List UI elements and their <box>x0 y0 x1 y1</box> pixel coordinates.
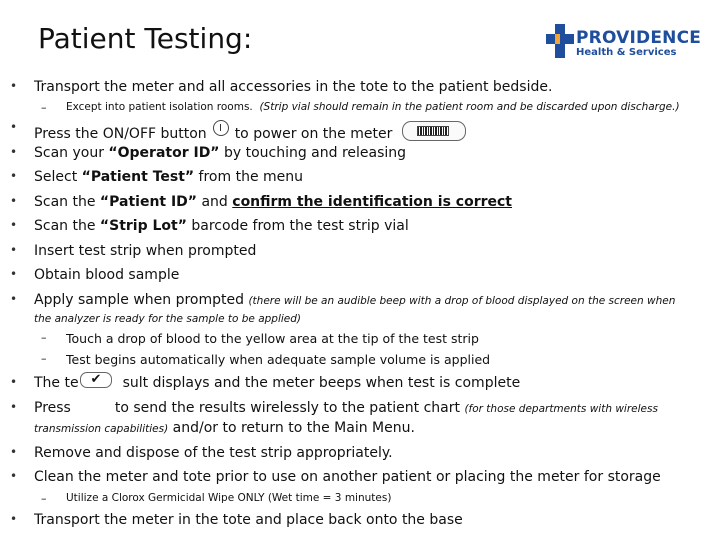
item-text: Remove and dispose of the test strip appropriately. <box>34 445 393 461</box>
bullet: • <box>10 218 18 232</box>
check-button-icon: ✔ <box>80 372 112 388</box>
item-text: Clean the meter and tote prior to use on another patient or placing the meter for storage <box>34 469 661 485</box>
item-text: Transport the meter and all accessories in the tote to the patient bedside. <box>34 79 553 95</box>
item-text: Apply sample when prompted (there will be an audible beep with a drop of blood displayed on the screen when <box>34 292 676 308</box>
bullet: • <box>10 194 18 208</box>
item-text: Transport the meter in the tote and place back onto the base <box>34 512 463 528</box>
bullet: • <box>10 292 18 306</box>
dash: – <box>41 331 47 344</box>
bullet: • <box>10 469 18 483</box>
bullet: • <box>10 120 18 134</box>
dash: – <box>41 101 47 114</box>
item-text: Press the ON/OFF button to power on the meter <box>34 120 466 142</box>
item-text: Insert test strip when prompted <box>34 243 257 259</box>
sub-item-text: Touch a drop of blood to the yellow area at the tip of the test strip <box>66 331 479 346</box>
bullet: • <box>10 79 18 93</box>
item-continuation: the analyzer is ready for the sample to be applied) <box>34 313 302 325</box>
item-text: Select “Patient Test” from the menu <box>34 169 304 185</box>
bullet: • <box>10 512 18 526</box>
item-text: Scan the “Strip Lot” barcode from the test strip vial <box>34 218 409 234</box>
item-text: Press to send the results wirelessly to the patient chart (for those departments with wireless <box>34 400 658 416</box>
power-icon <box>213 120 229 136</box>
bullet: • <box>10 445 18 459</box>
barcode-scanner-icon <box>402 121 466 141</box>
item-continuation: transmission capabilities) and/or to return to the Main Menu. <box>34 420 415 436</box>
page-title: Patient Testing: <box>38 22 253 55</box>
cross-icon <box>546 24 574 58</box>
sub-item-text: Utilize a Clorox Germicidal Wipe ONLY (Wet time = 3 minutes) <box>66 492 392 504</box>
item-text: Obtain blood sample <box>34 267 180 283</box>
item-text: Scan the “Patient ID” and confirm the identification is correct <box>34 194 512 210</box>
sub-item-text: Test begins automatically when adequate sample volume is applied <box>66 352 491 367</box>
logo-name: PROVIDENCE <box>576 28 702 48</box>
dash: – <box>41 352 47 365</box>
bullet: • <box>10 145 18 159</box>
item-text: Scan your “Operator ID” by touching and releasing <box>34 145 407 161</box>
sub-item-text: Except into patient isolation rooms. (Strip vial should remain in the patient room and be discarded upon discharge.) <box>66 101 680 113</box>
bullet: • <box>10 243 18 257</box>
item-text: The te sult displays and the meter beeps when test is complete <box>34 375 521 391</box>
bullet: • <box>10 375 18 389</box>
bullet: • <box>10 169 18 183</box>
logo-subtitle: Health & Services <box>576 47 677 58</box>
bullet: • <box>10 267 18 281</box>
providence-logo <box>546 24 706 60</box>
bullet: • <box>10 400 18 414</box>
dash: – <box>41 492 47 505</box>
